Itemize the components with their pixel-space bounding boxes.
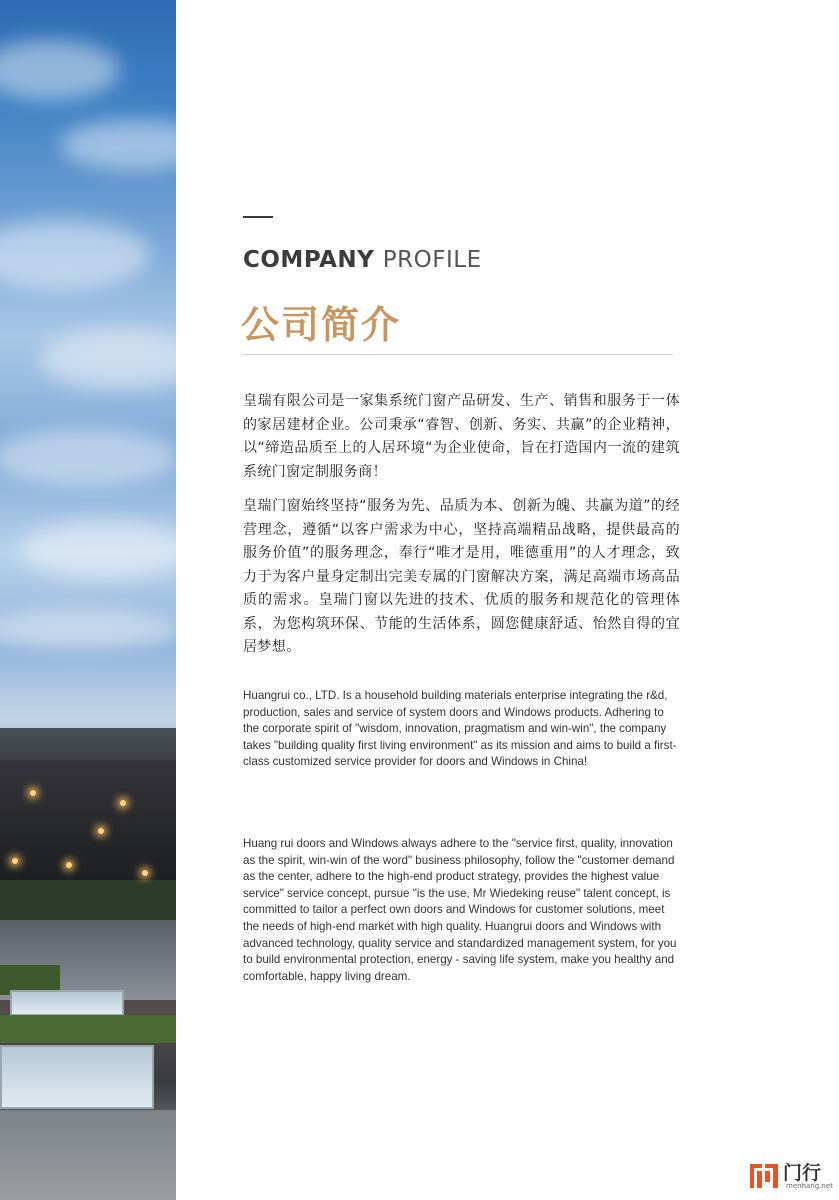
watermark-logo bbox=[748, 1158, 834, 1194]
paragraph-cn-1: 皇瑞有限公司是一家集系统门窗产品研发、生产、销售和服务于一体的家居建材企业。公司秉承“睿智、创新、务实、共赢”的企业精神，以“缔造品质至上的人居环境“为企业使命，旨在打造国内一流的建筑系统门窗定制服务商！ bbox=[243, 393, 680, 480]
title-en-bold: COMPANY bbox=[243, 247, 375, 273]
cityscape-photo bbox=[0, 0, 176, 1200]
paragraph-en-1: Huangrui co., LTD. Is a household building materials enterprise integrating the r&d, production, sales and service of system doors and Windows products. Adhering to the corporate spirit of "wisdom, innovation, pragmatism and win-win", the company takes "building quality first living environment" as its mission and aims to build a first-class customized service provider for doors and Windows in China! bbox=[243, 689, 677, 769]
page-title-cn: 公司简介 bbox=[241, 303, 402, 347]
logo-name: 门行 bbox=[783, 1162, 822, 1184]
heading-accent-rule bbox=[243, 216, 273, 218]
title-en-light: PROFILE bbox=[382, 247, 482, 273]
paragraph-cn-2: 皇瑞门窗始终坚持“服务为先、品质为本、创新为魄、共赢为道”的经营理念，遵循“以客户需求为中心，坚持高端精品战略，提供最高的服务价值”的服务理念，奉行“唯才是用，唯德重用”的人才理念，致力于为客户量身定制出完美专属的门窗解决方案，满足高端市场高品质的需求。皇瑞门窗以先进的技术、优质的服务和规范化的管理体系，为您构筑环保、节能的生活体系，圆您健康舒适、怡然自得的宜居梦想。 bbox=[243, 498, 680, 655]
heading-divider bbox=[243, 354, 673, 355]
logo-mark-icon bbox=[748, 1160, 780, 1190]
logo-domain: menhang.net bbox=[786, 1182, 833, 1190]
paragraph-en-2: Huang rui doors and Windows always adhere to the "service first, quality, innovation as the spirit, win-win of the word" business philosophy, follow the "customer demand as the center, adhere to the high-end product strategy, provides the highest value service" service concept, pursue "is the use, Mr Wiedeking reuse" talent concept, is committed to tailor a perfect own doors and Windows for customer solutions, meet the needs of high-end market with high quality. Huangrui doors and Windows with advanced technology, quality service and standardized management system, for you to build environmental protection, energy - saving life system, make you healthy and comfortable, happy living dream. bbox=[243, 837, 677, 983]
page-title-en bbox=[243, 247, 482, 273]
